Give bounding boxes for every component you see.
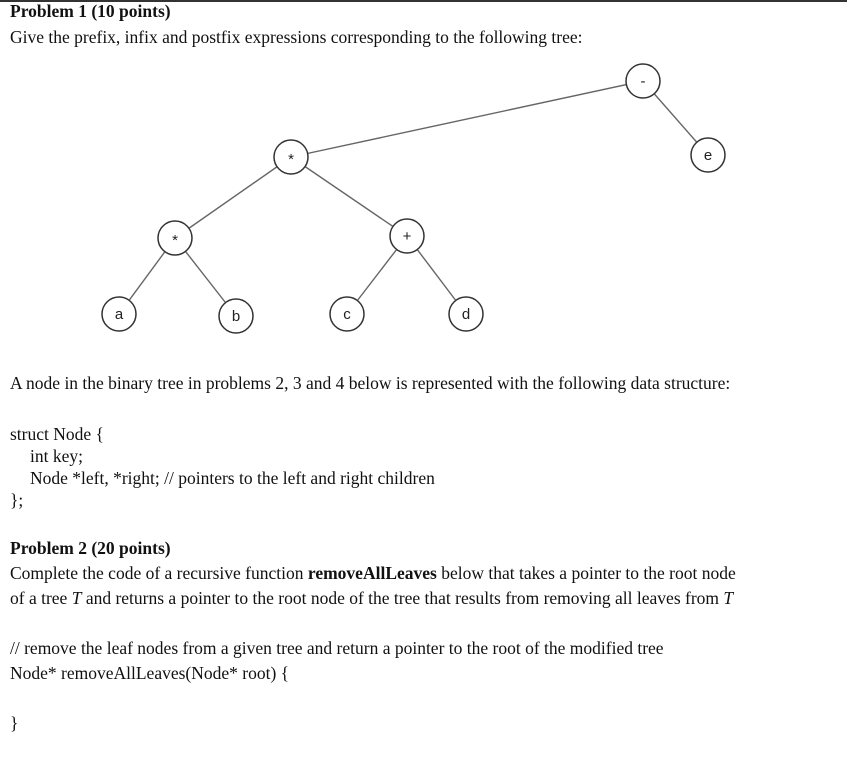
function-closing-brace: }	[10, 713, 19, 733]
desc-text: below that takes a pointer to the root node	[436, 563, 736, 583]
tree-edge	[175, 157, 291, 238]
node-label-c: c	[343, 306, 351, 323]
tree-node-a	[102, 297, 136, 331]
code-line-key: int key;	[30, 446, 83, 466]
problem2-title: Problem 2 (20 points)	[10, 538, 171, 558]
node-label-root: -	[640, 73, 646, 90]
function-signature: Node* removeAllLeaves(Node* root) {	[10, 663, 290, 683]
code-line-struct: struct Node {	[10, 424, 104, 444]
tree-node-mul-top	[274, 140, 308, 174]
problem1-title: Problem 1 (10 points)	[10, 1, 171, 21]
tree-node-d	[449, 297, 483, 331]
tree-node-b	[219, 299, 253, 333]
function-name: removeAllLeaves	[307, 563, 437, 583]
expression-tree-diagram	[0, 0, 847, 345]
tree-edges	[119, 81, 708, 316]
tree-node-mul-left	[158, 221, 192, 255]
code-line-close: };	[10, 490, 24, 510]
struct-intro: A node in the binary tree in problems 2, 3 and 4 below is represented with the following data structure:	[10, 373, 731, 393]
desc-text: of a tree	[10, 588, 72, 608]
desc-text: and returns a pointer to the root node of the tree that results from removing all leaves from	[81, 588, 724, 608]
node-label-mul-top: *	[288, 151, 294, 168]
desc-text: Complete the code of a recursive function	[10, 563, 308, 583]
problem1-question: Give the prefix, infix and postfix expressions corresponding to the following tree:	[10, 27, 583, 47]
tree-edge	[291, 81, 643, 157]
node-label-a: a	[114, 306, 124, 323]
tree-node-plus	[390, 219, 424, 253]
node-label-d: d	[461, 306, 471, 323]
node-label-b: b	[231, 308, 241, 325]
tree-variable: T	[71, 588, 82, 608]
problem2-desc-line1	[10, 563, 736, 584]
tree-variable: T	[723, 588, 734, 608]
tree-edge	[291, 157, 407, 236]
node-label-e: e	[703, 147, 713, 164]
tree-node-e	[691, 138, 725, 172]
node-label-mul-left: *	[172, 232, 178, 249]
tree-node-c	[330, 297, 364, 331]
code-comment: // remove the leaf nodes from a given tree and return a pointer to the root of the modified tree	[10, 638, 664, 658]
node-label-plus: +	[402, 228, 412, 245]
tree-node-root	[626, 64, 660, 98]
code-line-pointers: Node *left, *right; // pointers to the left and right children	[30, 468, 435, 488]
problem2-desc-line2	[10, 588, 733, 609]
